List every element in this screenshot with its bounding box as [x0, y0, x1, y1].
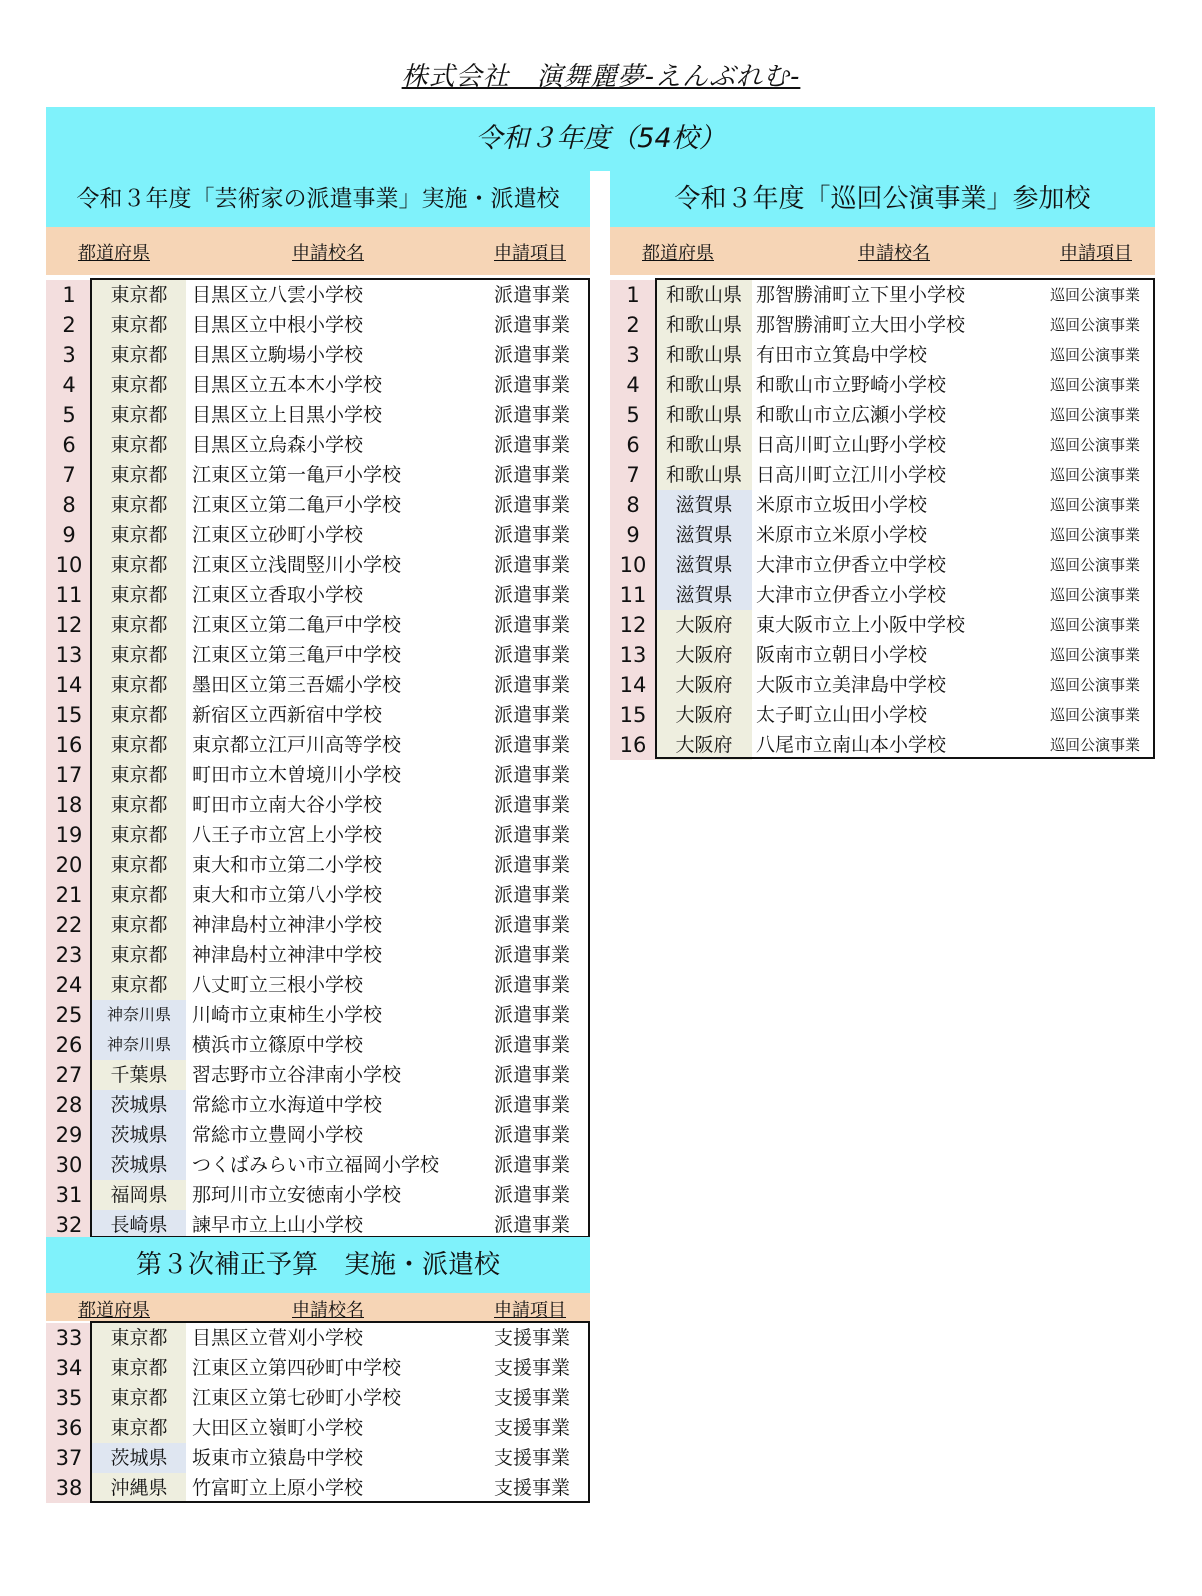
- school-name-cell: 神津島村立神津小学校: [192, 914, 383, 936]
- row-number: 6: [46, 430, 92, 460]
- row-number: 7: [610, 460, 656, 490]
- application-item-cell: 派遣事業: [494, 1004, 571, 1026]
- application-item-cell: 派遣事業: [494, 1214, 571, 1236]
- table-row: [46, 820, 590, 850]
- row-number: 2: [46, 310, 92, 340]
- table-row: [610, 280, 1155, 310]
- row-number: 5: [46, 400, 92, 430]
- prefecture-cell: 東京都: [92, 730, 186, 760]
- header-pref: 都道府県: [642, 243, 714, 264]
- prefecture-cell: 東京都: [92, 610, 186, 640]
- prefecture-cell: 和歌山県: [656, 430, 752, 460]
- school-name-cell: 新宿区立西新宿中学校: [192, 704, 383, 726]
- table-row: [46, 490, 590, 520]
- application-item-cell: 巡回公演事業: [1050, 496, 1141, 514]
- header-school: 申請校名: [292, 243, 364, 264]
- table-row: [46, 1413, 590, 1443]
- application-item-cell: 派遣事業: [494, 764, 571, 786]
- row-number: 17: [46, 760, 92, 790]
- school-name-cell: 横浜市立篠原中学校: [192, 1034, 364, 1056]
- table-row: [46, 790, 590, 820]
- application-item-cell: 巡回公演事業: [1050, 646, 1141, 664]
- application-item-cell: 派遣事業: [494, 674, 571, 696]
- school-name-cell: 日高川町立江川小学校: [756, 464, 947, 486]
- application-item-cell: 派遣事業: [494, 974, 571, 996]
- school-name-cell: 神津島村立神津中学校: [192, 944, 383, 966]
- school-name-cell: 江東区立砂町小学校: [192, 524, 364, 546]
- table-row: [46, 580, 590, 610]
- school-name-cell: 坂東市立猿島中学校: [192, 1447, 364, 1469]
- prefecture-cell: 東京都: [92, 550, 186, 580]
- row-number: 25: [46, 1000, 92, 1030]
- school-name-cell: つくばみらい市立福岡小学校: [192, 1154, 440, 1176]
- table-row: [610, 700, 1155, 730]
- row-number: 2: [610, 310, 656, 340]
- left-table-header: [46, 227, 590, 275]
- prefecture-cell: 東京都: [92, 880, 186, 910]
- table-row: [46, 280, 590, 310]
- application-item-cell: 派遣事業: [494, 464, 571, 486]
- row-number: 23: [46, 940, 92, 970]
- application-item-cell: 派遣事業: [494, 824, 571, 846]
- prefecture-cell: 神奈川県: [92, 1030, 186, 1060]
- table-row: [610, 640, 1155, 670]
- prefecture-cell: 東京都: [92, 1353, 186, 1383]
- application-item-cell: 派遣事業: [494, 404, 571, 426]
- application-item-cell: 巡回公演事業: [1050, 436, 1141, 454]
- school-name-cell: 町田市立南大谷小学校: [192, 794, 383, 816]
- application-item-cell: 派遣事業: [494, 944, 571, 966]
- school-name-cell: 和歌山市立広瀬小学校: [756, 404, 947, 426]
- application-item-cell: 派遣事業: [494, 794, 571, 816]
- row-number: 8: [610, 490, 656, 520]
- row-number: 38: [46, 1473, 92, 1503]
- row-number: 21: [46, 880, 92, 910]
- prefecture-cell: 東京都: [92, 1383, 186, 1413]
- application-item-cell: 派遣事業: [494, 524, 571, 546]
- prefecture-cell: 茨城県: [92, 1443, 186, 1473]
- row-number: 14: [46, 670, 92, 700]
- prefecture-cell: 和歌山県: [656, 280, 752, 310]
- school-name-cell: 江東区立第二亀戸中学校: [192, 614, 402, 636]
- row-number: 32: [46, 1210, 92, 1240]
- school-name-cell: 竹富町立上原小学校: [192, 1477, 364, 1499]
- row-number: 13: [610, 640, 656, 670]
- prefecture-cell: 東京都: [92, 970, 186, 1000]
- row-number: 4: [46, 370, 92, 400]
- row-number: 9: [46, 520, 92, 550]
- school-name-cell: 常総市立豊岡小学校: [192, 1124, 364, 1146]
- prefecture-cell: 沖縄県: [92, 1473, 186, 1503]
- table-row: [46, 700, 590, 730]
- school-name-cell: 八王子市立宮上小学校: [192, 824, 383, 846]
- row-number: 9: [610, 520, 656, 550]
- school-name-cell: 墨田区立第三吾嬬小学校: [192, 674, 402, 696]
- school-name-cell: 目黒区立中根小学校: [192, 314, 364, 336]
- application-item-cell: 巡回公演事業: [1050, 466, 1141, 484]
- year-banner: 令和３年度（54校）: [46, 107, 1155, 171]
- school-name-cell: 習志野市立谷津南小学校: [192, 1064, 402, 1086]
- row-number: 13: [46, 640, 92, 670]
- table-row: [46, 1000, 590, 1030]
- prefecture-cell: 神奈川県: [92, 1000, 186, 1030]
- row-number: 5: [610, 400, 656, 430]
- table-row: [46, 610, 590, 640]
- table-row: [46, 340, 590, 370]
- header-school: 申請校名: [292, 1300, 364, 1321]
- application-item-cell: 支援事業: [494, 1387, 571, 1409]
- table-row: [46, 940, 590, 970]
- row-number: 15: [46, 700, 92, 730]
- school-name-cell: 諫早市立上山小学校: [192, 1214, 364, 1236]
- row-number: 1: [46, 280, 92, 310]
- application-item-cell: 派遣事業: [494, 614, 571, 636]
- school-name-cell: 日高川町立山野小学校: [756, 434, 947, 456]
- school-name-cell: 大津市立伊香立中学校: [756, 554, 947, 576]
- prefecture-cell: 千葉県: [92, 1060, 186, 1090]
- application-item-cell: 巡回公演事業: [1050, 736, 1141, 754]
- table-row: [610, 730, 1155, 760]
- prefecture-cell: 和歌山県: [656, 310, 752, 340]
- application-item-cell: 巡回公演事業: [1050, 346, 1141, 364]
- right-school-table: [610, 280, 1155, 760]
- prefecture-cell: 東京都: [92, 760, 186, 790]
- third-school-table: [46, 1323, 590, 1503]
- row-number: 19: [46, 820, 92, 850]
- table-row: [46, 520, 590, 550]
- application-item-cell: 派遣事業: [494, 494, 571, 516]
- row-number: 16: [46, 730, 92, 760]
- application-item-cell: 巡回公演事業: [1050, 526, 1141, 544]
- table-row: [46, 460, 590, 490]
- school-name-cell: 目黒区立駒場小学校: [192, 344, 364, 366]
- prefecture-cell: 滋賀県: [656, 520, 752, 550]
- application-item-cell: 支援事業: [494, 1357, 571, 1379]
- school-name-cell: 目黒区立菅刈小学校: [192, 1327, 364, 1349]
- school-name-cell: 町田市立木曽境川小学校: [192, 764, 402, 786]
- prefecture-cell: 和歌山県: [656, 400, 752, 430]
- school-name-cell: 太子町立山田小学校: [756, 704, 928, 726]
- row-number: 1: [610, 280, 656, 310]
- prefecture-cell: 大阪府: [656, 670, 752, 700]
- application-item-cell: 派遣事業: [494, 1094, 571, 1116]
- row-number: 27: [46, 1060, 92, 1090]
- application-item-cell: 巡回公演事業: [1050, 706, 1141, 724]
- table-row: [46, 310, 590, 340]
- school-name-cell: 大田区立嶺町小学校: [192, 1417, 364, 1439]
- school-name-cell: 東大阪市立上小阪中学校: [756, 614, 966, 636]
- school-name-cell: 川崎市立東柿生小学校: [192, 1004, 383, 1026]
- right-section-title: 令和３年度「巡回公演事業」参加校: [610, 171, 1155, 227]
- table-row: [46, 550, 590, 580]
- school-name-cell: 那智勝浦町立下里小学校: [756, 284, 966, 306]
- prefecture-cell: 東京都: [92, 280, 186, 310]
- table-row: [610, 490, 1155, 520]
- school-name-cell: 阪南市立朝日小学校: [756, 644, 928, 666]
- prefecture-cell: 東京都: [92, 310, 186, 340]
- header-school: 申請校名: [858, 243, 930, 264]
- prefecture-cell: 東京都: [92, 1323, 186, 1353]
- table-row: [46, 730, 590, 760]
- prefecture-cell: 東京都: [92, 370, 186, 400]
- prefecture-cell: 茨城県: [92, 1150, 186, 1180]
- row-number: 16: [610, 730, 656, 760]
- school-name-cell: 八丈町立三根小学校: [192, 974, 364, 996]
- table-row: [46, 850, 590, 880]
- table-row: [46, 400, 590, 430]
- prefecture-cell: 東京都: [92, 940, 186, 970]
- application-item-cell: 巡回公演事業: [1050, 376, 1141, 394]
- table-row: [46, 670, 590, 700]
- table-row: [46, 760, 590, 790]
- prefecture-cell: 東京都: [92, 580, 186, 610]
- table-row: [46, 640, 590, 670]
- prefecture-cell: 長崎県: [92, 1210, 186, 1240]
- prefecture-cell: 東京都: [92, 850, 186, 880]
- school-name-cell: 常総市立水海道中学校: [192, 1094, 383, 1116]
- application-item-cell: 支援事業: [494, 1417, 571, 1439]
- school-name-cell: 那珂川市立安徳南小学校: [192, 1184, 402, 1206]
- table-row: [46, 1060, 590, 1090]
- application-item-cell: 巡回公演事業: [1050, 556, 1141, 574]
- prefecture-cell: 滋賀県: [656, 580, 752, 610]
- prefecture-cell: 東京都: [92, 340, 186, 370]
- school-name-cell: 江東区立第四砂町中学校: [192, 1357, 402, 1379]
- application-item-cell: 派遣事業: [494, 554, 571, 576]
- application-item-cell: 支援事業: [494, 1447, 571, 1469]
- application-item-cell: 派遣事業: [494, 1184, 571, 1206]
- table-row: [610, 610, 1155, 640]
- school-name-cell: 目黒区立八雲小学校: [192, 284, 364, 306]
- application-item-cell: 巡回公演事業: [1050, 316, 1141, 334]
- row-number: 18: [46, 790, 92, 820]
- prefecture-cell: 茨城県: [92, 1120, 186, 1150]
- row-number: 34: [46, 1353, 92, 1383]
- row-number: 11: [610, 580, 656, 610]
- row-number: 3: [46, 340, 92, 370]
- table-row: [610, 400, 1155, 430]
- row-number: 12: [610, 610, 656, 640]
- prefecture-cell: 東京都: [92, 790, 186, 820]
- table-row: [46, 1353, 590, 1383]
- prefecture-cell: 大阪府: [656, 640, 752, 670]
- prefecture-cell: 茨城県: [92, 1090, 186, 1120]
- table-row: [610, 370, 1155, 400]
- prefecture-cell: 大阪府: [656, 730, 752, 760]
- application-item-cell: 派遣事業: [494, 1124, 571, 1146]
- row-number: 37: [46, 1443, 92, 1473]
- school-name-cell: 東大和市立第八小学校: [192, 884, 383, 906]
- row-number: 26: [46, 1030, 92, 1060]
- table-row: [610, 550, 1155, 580]
- table-row: [46, 1323, 590, 1353]
- company-name: 株式会社 演舞麗夢-えんぶれむ-: [401, 62, 801, 92]
- school-name-cell: 江東区立浅間竪川小学校: [192, 554, 402, 576]
- school-name-cell: 大津市立伊香立小学校: [756, 584, 947, 606]
- school-name-cell: 目黒区立烏森小学校: [192, 434, 364, 456]
- prefecture-cell: 和歌山県: [656, 370, 752, 400]
- third-section-title: 第３次補正予算 実施・派遣校: [46, 1237, 590, 1293]
- row-number: 36: [46, 1413, 92, 1443]
- row-number: 3: [610, 340, 656, 370]
- row-number: 11: [46, 580, 92, 610]
- table-row: [46, 910, 590, 940]
- table-row: [46, 1120, 590, 1150]
- table-row: [610, 670, 1155, 700]
- prefecture-cell: 大阪府: [656, 610, 752, 640]
- application-item-cell: 派遣事業: [494, 734, 571, 756]
- prefecture-cell: 東京都: [92, 490, 186, 520]
- row-number: 7: [46, 460, 92, 490]
- school-name-cell: 八尾市立南山本小学校: [756, 734, 947, 756]
- row-number: 20: [46, 850, 92, 880]
- table-row: [46, 1090, 590, 1120]
- header-item: 申請項目: [494, 1300, 566, 1321]
- school-name-cell: 米原市立坂田小学校: [756, 494, 928, 516]
- school-name-cell: 和歌山市立野崎小学校: [756, 374, 947, 396]
- table-row: [610, 520, 1155, 550]
- school-name-cell: 江東区立第一亀戸小学校: [192, 464, 402, 486]
- prefecture-cell: 滋賀県: [656, 490, 752, 520]
- application-item-cell: 巡回公演事業: [1050, 586, 1141, 604]
- header-pref: 都道府県: [78, 1300, 150, 1321]
- prefecture-cell: 東京都: [92, 1413, 186, 1443]
- row-number: 35: [46, 1383, 92, 1413]
- prefecture-cell: 東京都: [92, 670, 186, 700]
- table-row: [46, 970, 590, 1000]
- prefecture-cell: 東京都: [92, 640, 186, 670]
- school-name-cell: 目黒区立上目黒小学校: [192, 404, 383, 426]
- left-school-table: [46, 280, 590, 1240]
- application-item-cell: 巡回公演事業: [1050, 406, 1141, 424]
- table-row: [46, 1473, 590, 1503]
- row-number: 28: [46, 1090, 92, 1120]
- row-number: 14: [610, 670, 656, 700]
- table-row: [610, 340, 1155, 370]
- table-row: [46, 1383, 590, 1413]
- school-name-cell: 大阪市立美津島中学校: [756, 674, 947, 696]
- school-name-cell: 米原市立米原小学校: [756, 524, 928, 546]
- table-row: [610, 580, 1155, 610]
- row-number: 22: [46, 910, 92, 940]
- row-number: 8: [46, 490, 92, 520]
- row-number: 4: [610, 370, 656, 400]
- row-number: 12: [46, 610, 92, 640]
- table-row: [610, 310, 1155, 340]
- table-row: [610, 430, 1155, 460]
- row-number: 10: [610, 550, 656, 580]
- table-row: [46, 430, 590, 460]
- application-item-cell: 派遣事業: [494, 914, 571, 936]
- application-item-cell: 巡回公演事業: [1050, 676, 1141, 694]
- school-name-cell: 江東区立第二亀戸小学校: [192, 494, 402, 516]
- school-name-cell: 那智勝浦町立大田小学校: [756, 314, 966, 336]
- header-pref: 都道府県: [78, 243, 150, 264]
- prefecture-cell: 東京都: [92, 820, 186, 850]
- right-table-header: [610, 227, 1155, 275]
- table-row: [46, 1150, 590, 1180]
- school-name-cell: 江東区立第三亀戸中学校: [192, 644, 402, 666]
- header-item: 申請項目: [1060, 243, 1132, 264]
- prefecture-cell: 東京都: [92, 430, 186, 460]
- application-item-cell: 支援事業: [494, 1327, 571, 1349]
- table-row: [610, 460, 1155, 490]
- application-item-cell: 派遣事業: [494, 704, 571, 726]
- prefecture-cell: 東京都: [92, 400, 186, 430]
- prefecture-cell: 大阪府: [656, 700, 752, 730]
- prefecture-cell: 東京都: [92, 520, 186, 550]
- row-number: 6: [610, 430, 656, 460]
- row-number: 29: [46, 1120, 92, 1150]
- prefecture-cell: 東京都: [92, 910, 186, 940]
- table-row: [46, 1443, 590, 1473]
- application-item-cell: 派遣事業: [494, 1064, 571, 1086]
- application-item-cell: 派遣事業: [494, 1154, 571, 1176]
- application-item-cell: 派遣事業: [494, 1034, 571, 1056]
- row-number: 15: [610, 700, 656, 730]
- prefecture-cell: 和歌山県: [656, 340, 752, 370]
- application-item-cell: 派遣事業: [494, 644, 571, 666]
- application-item-cell: 支援事業: [494, 1477, 571, 1499]
- application-item-cell: 派遣事業: [494, 434, 571, 456]
- third-table-header: [46, 1293, 590, 1321]
- row-number: 24: [46, 970, 92, 1000]
- table-row: [46, 880, 590, 910]
- row-number: 33: [46, 1323, 92, 1353]
- application-item-cell: 派遣事業: [494, 284, 571, 306]
- school-name-cell: 東大和市立第二小学校: [192, 854, 383, 876]
- row-number: 31: [46, 1180, 92, 1210]
- row-number: 30: [46, 1150, 92, 1180]
- application-item-cell: 巡回公演事業: [1050, 616, 1141, 634]
- table-row: [46, 1210, 590, 1240]
- table-row: [46, 370, 590, 400]
- application-item-cell: 派遣事業: [494, 584, 571, 606]
- school-name-cell: 江東区立第七砂町小学校: [192, 1387, 402, 1409]
- application-item-cell: 派遣事業: [494, 854, 571, 876]
- left-section-title: 令和３年度「芸術家の派遣事業」実施・派遣校: [46, 171, 590, 227]
- row-number: 10: [46, 550, 92, 580]
- prefecture-cell: 東京都: [92, 700, 186, 730]
- prefecture-cell: 福岡県: [92, 1180, 186, 1210]
- table-row: [46, 1030, 590, 1060]
- application-item-cell: 巡回公演事業: [1050, 286, 1141, 304]
- application-item-cell: 派遣事業: [494, 374, 571, 396]
- school-name-cell: 東京都立江戸川高等学校: [192, 734, 402, 756]
- school-name-cell: 江東区立香取小学校: [192, 584, 364, 606]
- school-name-cell: 有田市立箕島中学校: [756, 344, 928, 366]
- table-row: [46, 1180, 590, 1210]
- prefecture-cell: 滋賀県: [656, 550, 752, 580]
- school-name-cell: 目黒区立五本木小学校: [192, 374, 383, 396]
- application-item-cell: 派遣事業: [494, 344, 571, 366]
- application-item-cell: 派遣事業: [494, 314, 571, 336]
- prefecture-cell: 東京都: [92, 460, 186, 490]
- prefecture-cell: 和歌山県: [656, 460, 752, 490]
- application-item-cell: 派遣事業: [494, 884, 571, 906]
- header-item: 申請項目: [494, 243, 566, 264]
